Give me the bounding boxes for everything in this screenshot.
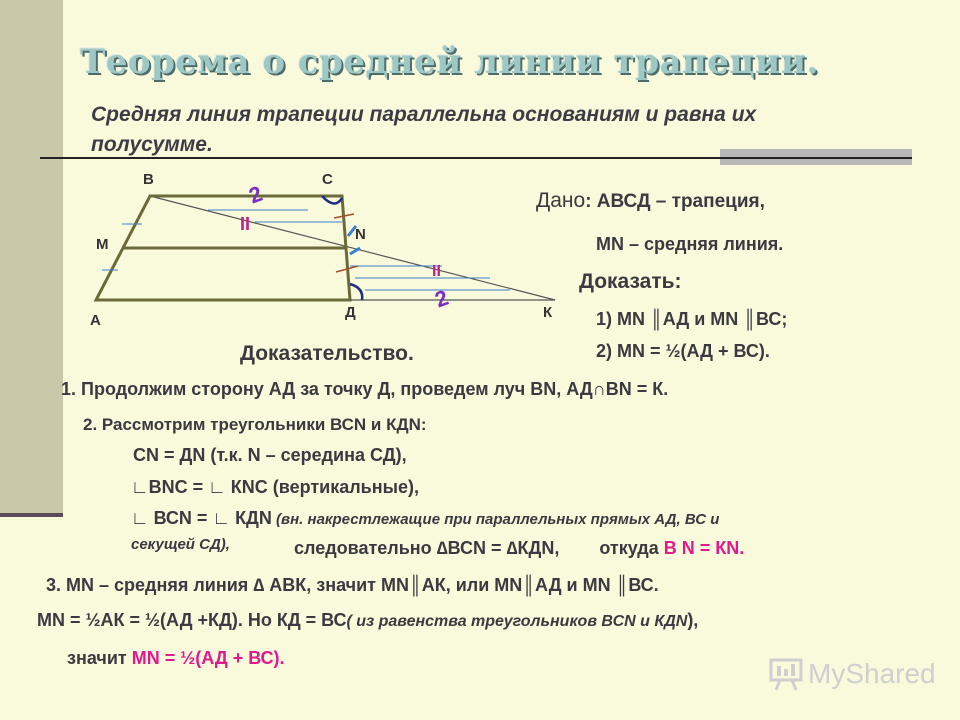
- proof-step-2b: ∟ВNC = ∟ КNC (вертикальные),: [131, 477, 419, 497]
- prove-item-2: 2) MN = ½(АД + ВС).: [596, 341, 770, 361]
- proof-step-5-pre: значит: [67, 648, 132, 668]
- page-title: Теорема о средней линии трапеции.: [80, 42, 819, 82]
- proof-step-2c: [131, 508, 719, 529]
- prove-label: Доказать:: [579, 270, 682, 293]
- proof-step-4-end: ),: [687, 610, 699, 630]
- svg-text:2: 2: [245, 180, 266, 209]
- point-label-n: N: [355, 226, 366, 243]
- proof-step-5: [67, 648, 285, 669]
- point-label-c: С: [322, 171, 333, 188]
- svg-text:II: II: [240, 214, 251, 234]
- proof-step-2: 2. Рассмотрим треугольники ВСN и КДN:: [83, 415, 427, 434]
- left-decor-bar: [0, 0, 63, 517]
- proof-step-2c-main: ∟ ВСN = ∟ КДN: [131, 508, 272, 528]
- proof-step-5-result: MN = ½(АД + ВС).: [131, 648, 285, 668]
- presentation-screen-icon: [768, 656, 804, 692]
- point-label-m: М: [96, 236, 109, 253]
- theorem-statement: Средняя линия трапеции параллельна основаниям и равна их полусумме.: [91, 103, 757, 156]
- watermark-logo: [768, 656, 936, 692]
- proof-step-2c-whence: откуда: [599, 538, 664, 558]
- proof-step-4-main: MN = ½АК = ½(АД +КД). Но КД = ВС: [37, 610, 347, 630]
- watermark-text: MyShared: [808, 658, 936, 689]
- proof-step-1: 1. Продолжим сторону АД за точку Д, проведем луч ВN, АД∩ВN = К.: [61, 379, 669, 399]
- proof-step-2c-note: (вн. накрестлежащие при параллельных прямых АД, ВС и: [271, 511, 720, 528]
- left-decor-line: [0, 513, 63, 517]
- point-label-a: А: [90, 312, 101, 329]
- given-line-1: : АВСД – трапеция,: [585, 191, 765, 212]
- proof-step-2c-concl-text: следовательно ∆ВСN = ∆КДN,: [294, 538, 560, 558]
- svg-text:2: 2: [431, 284, 452, 313]
- point-label-b: В: [143, 171, 154, 188]
- given-line-2: МN – средняя линия.: [596, 234, 784, 254]
- proof-step-2a: СN = ДN (т.к. N – середина СД),: [133, 445, 407, 465]
- proof-step-3: 3. МN – средняя линия ∆ АВК, значит MN║АК, или MN║АД и MN ║ВС.: [46, 575, 659, 595]
- proof-step-4: [37, 610, 698, 631]
- svg-text:II: II: [432, 263, 441, 280]
- proof-step-2c-result: В N = КN.: [663, 538, 745, 558]
- divider-line: [40, 157, 912, 159]
- given-block: [536, 189, 765, 213]
- proof-step-2c-conclusion: [294, 538, 744, 559]
- prove-item-1: 1) MN ║АД и MN ║ВС;: [596, 309, 788, 329]
- point-label-k: К: [543, 304, 553, 321]
- point-label-d: Д: [345, 304, 356, 321]
- proof-step-4-note: ( из равенства треугольников ВСN и КДN: [346, 613, 688, 630]
- proof-step-2c-note-2: секущей СД),: [131, 536, 230, 553]
- proof-heading: Доказательство.: [240, 342, 414, 365]
- given-label: Дано: [536, 189, 586, 212]
